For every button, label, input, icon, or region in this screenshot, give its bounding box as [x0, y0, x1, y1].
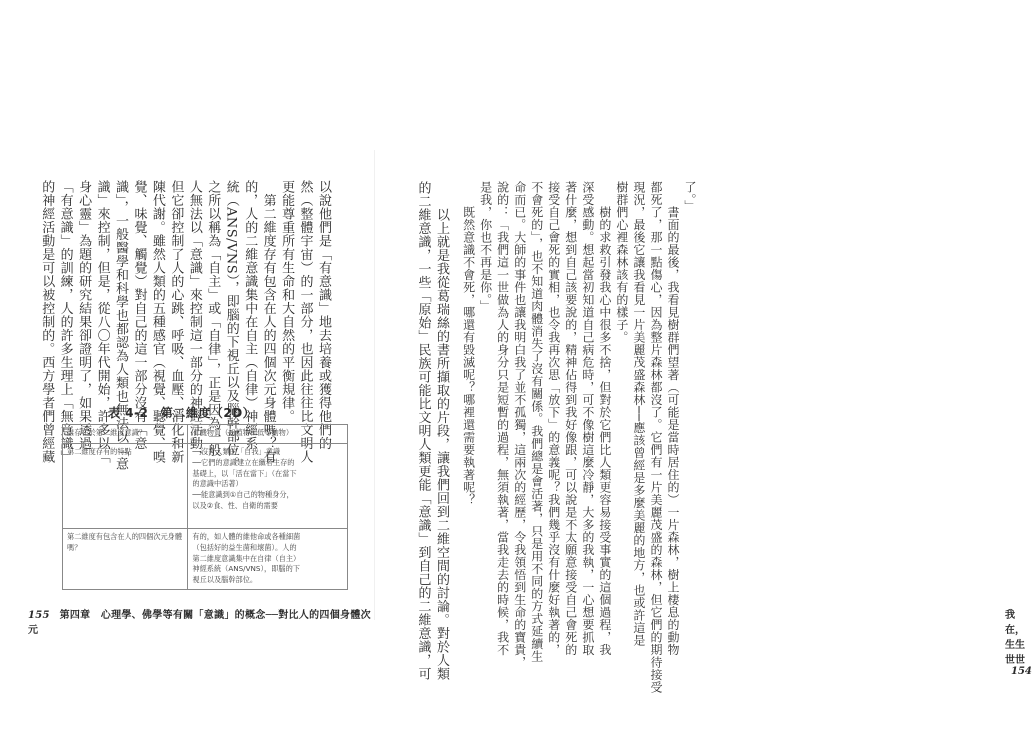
- table-answer-line: （包括好的益生菌和壞菌）。人的: [192, 542, 297, 552]
- body-text-column: 不會死的」，也不知道肉體消失了沒有關係。我們總是會活著，只是用不同的方式延續生: [529, 181, 544, 663]
- body-text-column: 既然意識不會死，哪還有毀滅呢？哪裡還需要執著呢？: [461, 181, 476, 506]
- table-answer-cell: [188, 444, 348, 529]
- page-number: 154: [1011, 666, 1032, 677]
- right-body-text-story: [461, 181, 698, 694]
- right-folio: [1005, 606, 1032, 677]
- body-text-column: 人無法以「意識」來控制這一部分的神經活動，: [186, 180, 202, 464]
- body-text-column: 覺、味覺、觸覺）對自己的這一部分沒有「意: [131, 180, 147, 450]
- table-answer-cell: [188, 529, 348, 590]
- body-text-column: 著什麼，想到自己該要說的，精神佔得到我好像跟，可以說是不太願意接受自己會死的: [563, 181, 578, 656]
- body-text-column: 「有意識」的訓練，人的許多生理上「無意識」: [57, 180, 73, 464]
- body-text-column: 識」，一般醫學和科學也都認為人類也無法以「意: [113, 180, 129, 471]
- body-text-column: 之所以稱為「自主」或「自律」，正是因為一般: [205, 180, 221, 457]
- table-answer-line: 有的，如人體的維他命或各種細菌: [192, 532, 301, 541]
- second-dimension-table: [62, 424, 348, 590]
- table-row: [63, 444, 348, 529]
- table-title: 表 4-2 第二維度（2D）: [108, 406, 256, 420]
- body-text-column: 深受感動。想起當初知道自己病危時，可不像樹這麼冷靜，大多的我執，一心想要抓取: [580, 181, 595, 656]
- page-number: 155: [28, 610, 50, 621]
- table-answer-line: 第二維度意識集中在自律（自主）: [192, 553, 301, 563]
- body-text-column: 樹群們心裡森林該有的樣子。: [614, 181, 629, 344]
- table-answer-line: ──能意識到①自己的物種身分，: [192, 490, 294, 500]
- body-text-column: 都死了，那一點傷心，因為整片森林都沒了。它們有一片美麗茂盛的森林，但它們的期待接受: [648, 181, 663, 694]
- table-question-cell: 第二維度存有的特點: [63, 444, 188, 529]
- running-head: 第四章 心理學、佛學等有關「意識」的概念──對比人的四個身體次元: [28, 610, 371, 636]
- body-text-column: 樹的求救引發我心中很多不捨，但對於它們比人類更容易接受事實的這個過程，我: [597, 181, 612, 656]
- body-text-column: 然（整體宇宙）的一部分，也因此往往比文明人: [297, 180, 313, 464]
- body-text-column: 識」來控制，但是，從八〇年代開始，許多以「: [94, 180, 110, 464]
- table-question-cell: 第二維度有包含在人的四個次元身體嗎？: [63, 529, 188, 590]
- body-text-column: 的二維意識，一些「原始」民族可能比文明人類更能「意識」到自己的二維意識，可: [415, 181, 431, 681]
- running-head: 我在，生生世世: [1005, 610, 1025, 666]
- table-answer-line: 神經系統（ANS/VNS），即腦的下: [192, 564, 300, 574]
- table-answer-line: 以及②食、性、自衛的需要: [192, 500, 278, 510]
- body-text-column: 但它卻控制了人的心跳、呼吸、血壓、消化和新: [168, 180, 184, 464]
- body-text-column: 身心靈」為題的研究結果卻證明了，如果透過: [76, 180, 92, 450]
- body-text-column: 更能尊重所有生命和大自然的平衡規律。: [279, 180, 295, 423]
- body-text-column: 接受自己會死的實相，也令我再次思「放下」的意義呢？我們幾乎沒有什麼好執著的，: [546, 181, 561, 656]
- table-answer-line: 有機物質（如植物和低等動物）: [192, 428, 294, 437]
- right-body-text-summary: [415, 181, 450, 681]
- body-text-column: 以上就是我從葛瑞絲的書所擷取的片段，讓我們回到二維空間的討論。對於人類: [434, 181, 449, 681]
- table-answer-line: ──它們的意識建立在纖者生存的: [192, 457, 295, 467]
- body-text-column: 第二維度存有包含在人的四個次元身體嗎？有: [260, 180, 276, 464]
- body-text-column: 命而已。大師的事件也讓我明白我了並不孤獨，這兩次的經歷，令我領悟到生命的寶貴，: [512, 181, 527, 669]
- body-text-column: 陳代謝。雖然人類的五種感官（視覺、聽覺、嗅: [149, 180, 165, 464]
- body-text-column: 書面的最後，我看見樹群們望著（可能是當時居住的）一片森林，樹上棲息的動物: [665, 181, 680, 656]
- body-text-column: 以說他們是「有意識」地去培養或獲得他們的: [316, 180, 331, 450]
- table-answer-line: 視丘以及腦幹部位。: [192, 575, 258, 585]
- body-text-column: 了。」: [683, 181, 697, 213]
- body-text-column: 說的：「我們這一世做為人的身分只是短暫的過程，無須執著，當我走去的時候，我不: [495, 181, 510, 656]
- table-row: [63, 529, 348, 590]
- body-text-column: 的，人的二維意識集中在自主（自律）神經系: [242, 180, 258, 450]
- table-answer-line: 的意識中活著）: [192, 479, 243, 489]
- body-text-column: 現況，最後它讓我看見一片美麗茂盛森林──應該曾經是多麼美麗的地方，也或許這是: [631, 181, 646, 647]
- left-page: [0, 0, 375, 750]
- table-row: [63, 425, 348, 444]
- table-answer-line: ──沒有人類的「自我」意識: [192, 447, 281, 456]
- body-text-column: 統（ANS/VNS），即腦的下視丘以及腦幹部位。: [223, 180, 239, 471]
- left-folio: [28, 606, 375, 636]
- table-answer-cell: [188, 425, 348, 444]
- table-answer-line: 基礎上，以「活在當下」（在當下: [192, 468, 297, 478]
- body-text-column: 的神經活動是可以被控制的。西方學者們曾經藏: [39, 180, 55, 464]
- body-text-column: 是我，你也不再是你。」: [478, 181, 493, 313]
- table-question-cell: 誰存在於第二維度意識？: [63, 425, 188, 444]
